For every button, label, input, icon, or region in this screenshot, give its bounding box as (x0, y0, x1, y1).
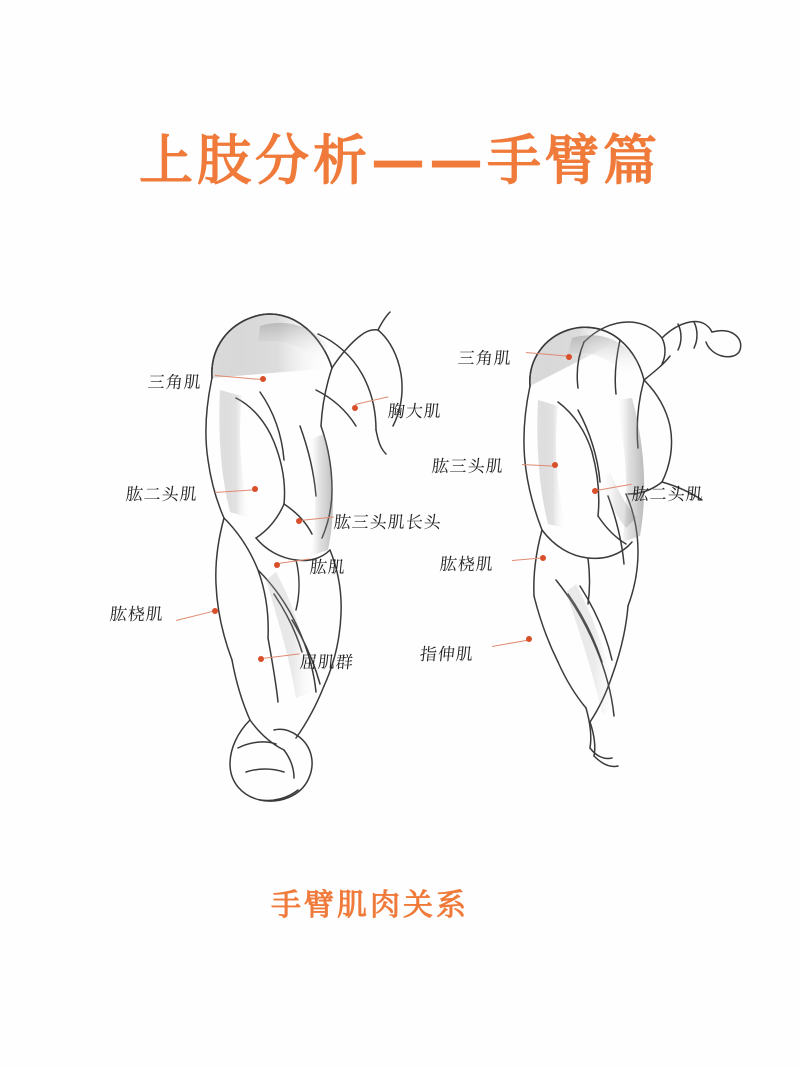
label-deltoid-front: 三角肌 (146, 373, 203, 393)
leader-dot (566, 354, 572, 360)
left-arm-figure (206, 312, 402, 801)
leader-dot (592, 488, 598, 494)
label-brachioradialis-left: 肱桡肌 (108, 605, 165, 625)
leader-dot (252, 486, 258, 492)
leader-dot (258, 656, 264, 662)
leader-dot (274, 562, 280, 568)
anatomy-illustration (60, 250, 750, 850)
label-flexor-group: 屈肌群 (298, 653, 355, 673)
page-title: 上肢分析——手臂篇 (139, 129, 661, 192)
leader-dot (540, 555, 546, 561)
label-biceps-brachii-left: 肱二头肌 (124, 485, 199, 505)
right-arm-figure (524, 321, 741, 766)
label-biceps-brachii-right: 肱二头肌 (630, 485, 705, 505)
label-brachioradialis-right: 肱桡肌 (438, 555, 495, 575)
leader-dot (212, 608, 218, 614)
leader-dot (260, 376, 266, 382)
leader-dot (552, 462, 558, 468)
figure-caption: 手臂肌肉关系 (271, 888, 469, 923)
label-triceps-long-head: 肱三头肌长头 (332, 513, 443, 533)
label-deltoid-back: 三角肌 (456, 349, 513, 369)
leader-dot (526, 636, 532, 642)
label-pectoralis-major: 胸大肌 (386, 402, 443, 422)
label-triceps-brachii: 肱三头肌 (430, 457, 505, 477)
arm-drawing-svg (60, 250, 750, 850)
leader-dot (296, 518, 302, 524)
label-extensor-digitorum: 指伸肌 (418, 645, 475, 665)
leader-dot (352, 405, 358, 411)
label-brachialis: 肱肌 (308, 558, 347, 578)
